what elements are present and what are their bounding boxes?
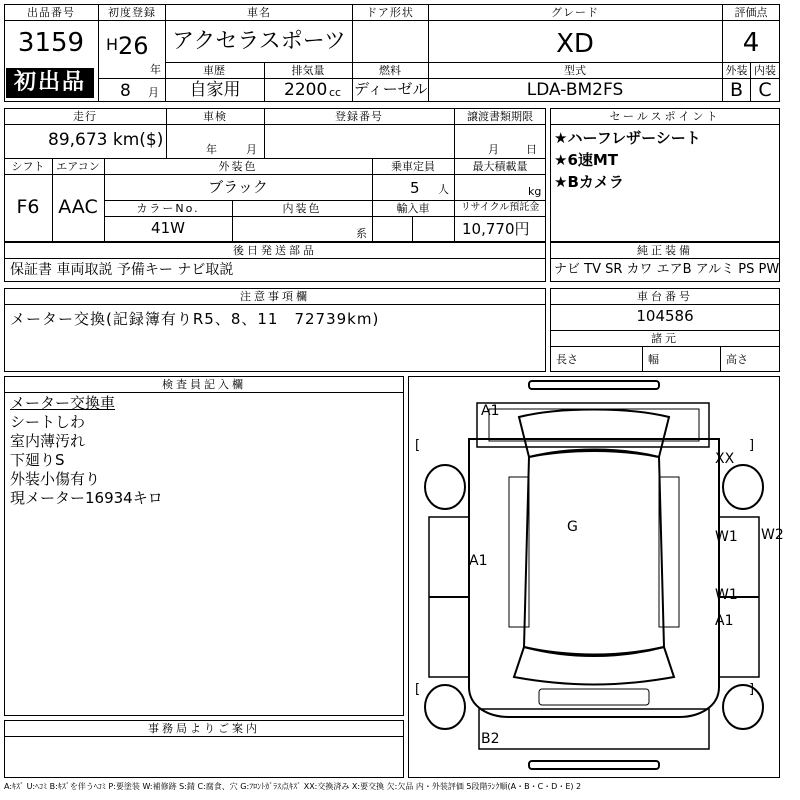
era: H <box>106 35 119 54</box>
recycle-label: リサイクル預託金 <box>460 202 540 213</box>
lot-number: 3159 <box>17 28 85 58</box>
shift-label: シフト <box>11 160 45 173</box>
inspector-label: 検査員記入欄 <box>162 378 246 391</box>
lot-number-label: 出品番号 <box>27 6 75 19</box>
height-label: 高さ <box>726 353 748 366</box>
score-label: 評価点 <box>734 6 768 19</box>
notes-label: 注意事項欄 <box>240 290 310 303</box>
model-label: 型式 <box>564 64 586 77</box>
mark-a1-right: A1 <box>715 613 734 629</box>
recycle-fee: 10,770円 <box>462 220 530 238</box>
color: ブラック <box>208 178 268 196</box>
equipment-value: ナビ TV SR カワ エアB アルミ PS PW <box>554 262 780 277</box>
capacity-label: 乗車定員 <box>391 160 435 173</box>
ac-label: エアコン <box>56 160 100 173</box>
svg-text:]: ] <box>749 438 755 453</box>
inspector-line-6: 現メーター16934キロ <box>10 489 163 507</box>
chassis-label: 車台番号 <box>637 290 693 303</box>
history-label: 車歴 <box>203 64 225 77</box>
interior-label: 内装 <box>754 64 776 77</box>
grade-label: グレード <box>551 6 599 19</box>
capacity: 5 <box>410 179 420 197</box>
mark-a1-top: A1 <box>481 403 500 419</box>
reg-number-label: 登録番号 <box>335 110 383 123</box>
damage-diagram <box>408 376 784 778</box>
inspector-line-4: 下廻りS <box>10 451 65 469</box>
mark-xx: XX <box>715 451 735 467</box>
width-label: 幅 <box>648 353 659 366</box>
sales-point-2: ★6速MT <box>554 151 619 169</box>
interior-grade: C <box>758 79 772 101</box>
score: 4 <box>742 28 760 58</box>
interior-color-label: 内装色 <box>282 202 322 215</box>
fuel: ディーゼル <box>354 80 428 98</box>
mark-w2: W2 <box>761 527 784 543</box>
transfer-day: 日 <box>526 143 537 156</box>
svg-text:]: ] <box>749 682 755 697</box>
mark-w1-b: W1 <box>715 587 738 603</box>
inspection-label: 車検 <box>203 110 227 123</box>
parts-value: 保証書 車両取説 予備キー ナビ取説 <box>10 262 234 278</box>
fuel-label: 燃料 <box>379 64 401 77</box>
first-reg-label: 初度登録 <box>108 6 156 19</box>
footer-legend: A:ｷｽﾞ U:ﾍｺﾐ B:ｷｽﾞを伴うﾍｺﾐ P:要塗装 W:補修跡 S:錆 C:腐食、穴 G:ﾌﾛﾝﾄｶﾞﾗｽ点ｷｽﾞ XX:交換済み X:要交換 欠:欠品 内・外装評価 5段階ﾗﾝｸ順(A・B・C・D・E) 2 <box>4 782 582 791</box>
year-unit: 年 <box>150 63 161 76</box>
chassis-number: 104586 <box>636 307 694 325</box>
load-unit: kg <box>528 185 542 198</box>
inspector-line-3: 室内薄汚れ <box>10 432 86 450</box>
door-label: ドア形状 <box>366 6 414 19</box>
displacement-label: 排気量 <box>291 64 325 77</box>
import-label: 輸入車 <box>396 202 430 215</box>
history: 自家用 <box>189 80 241 100</box>
color-label: 外装色 <box>218 160 258 173</box>
mileage: 89,673 km($) <box>48 130 164 150</box>
parts-label: 後日発送部品 <box>233 244 317 257</box>
exterior-grade: B <box>729 79 744 101</box>
car-diagram-svg <box>409 377 784 777</box>
inspector-line-2: シートしわ <box>10 413 86 431</box>
inspector-line-1: メーター交換車 <box>10 394 116 412</box>
dimensions-label: 諸元 <box>651 332 679 345</box>
svg-text:[: [ <box>415 438 421 453</box>
reg-month: 8 <box>120 81 131 101</box>
first-listing-badge: 初出品 <box>6 68 94 98</box>
color-no: 41W <box>151 219 185 237</box>
shift: F6 <box>16 196 40 218</box>
car-name: アクセラスポーツ <box>172 29 346 54</box>
sales-points-label: セールスポイント <box>609 110 721 123</box>
inspection-month: 月 <box>246 143 257 156</box>
displacement: 2200 <box>284 80 328 100</box>
svg-text:[: [ <box>415 682 421 697</box>
transfer-label: 譲渡書類期限 <box>467 110 533 123</box>
sales-point-3: ★Bカメラ <box>554 173 624 191</box>
model: LDA-BM2FS <box>526 80 624 100</box>
reg-year: 26 <box>118 32 149 60</box>
inspector-line-5: 外装小傷有り <box>10 470 101 488</box>
sales-point-1: ★ハーフレザーシート <box>554 129 701 147</box>
month-unit: 月 <box>148 86 159 99</box>
length-label: 長さ <box>556 353 578 366</box>
office-label: 事務局よりご案内 <box>148 722 260 735</box>
capacity-unit: 人 <box>438 183 449 196</box>
interior-color-unit: 系 <box>356 227 367 240</box>
equipment-label: 純正装備 <box>637 244 693 257</box>
inspection-year: 年 <box>206 143 217 156</box>
mark-w1-a: W1 <box>715 529 738 545</box>
mark-b2: B2 <box>481 731 500 747</box>
color-no-label: カラーNo. <box>136 202 200 215</box>
transfer-month: 月 <box>488 143 499 156</box>
grade: XD <box>556 29 594 59</box>
mileage-label: 走行 <box>73 110 97 123</box>
mark-g: G <box>567 519 578 535</box>
mark-a1-left: A1 <box>469 553 488 569</box>
load-label: 最大積載量 <box>472 160 528 173</box>
notes-value: メーター交換(記録簿有りR5、8、11 72739km) <box>10 310 380 328</box>
displacement-unit: cc <box>329 86 342 99</box>
exterior-label: 外装 <box>725 64 748 77</box>
ac: AAC <box>58 196 98 218</box>
car-name-label: 車名 <box>247 6 271 19</box>
